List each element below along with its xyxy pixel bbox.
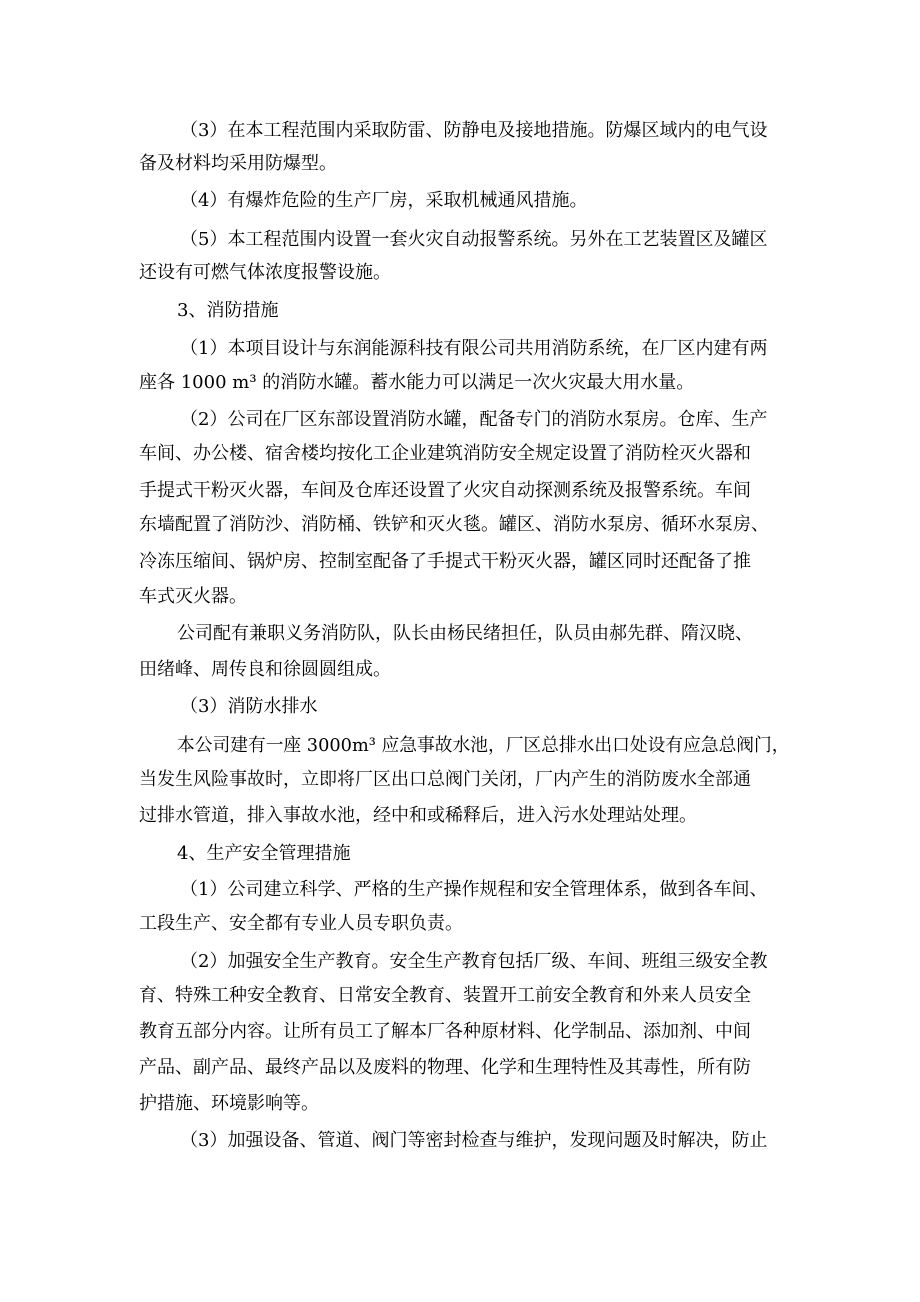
text-line: 护措施、环境影响等。 bbox=[139, 1093, 319, 1114]
text-line: 车间、办公楼、宿舍楼均按化工企业建筑消防安全规定设置了消防栓灭火器和 bbox=[139, 443, 751, 464]
text-line: 过排水管道，排入事故水池，经中和或稀释后，进入污水处理站处理。 bbox=[139, 805, 697, 826]
text-line: （4）有爆炸危险的生产厂房，采取机械通风措施。 bbox=[180, 190, 588, 211]
text-line: 工段生产、安全都有专业人员专职负责。 bbox=[139, 913, 463, 934]
text-line: 当发生风险事故时，立即将厂区出口总阀门关闭，厂内产生的消防废水全部通 bbox=[139, 769, 751, 790]
text-line: 东墙配置了消防沙、消防桶、铁铲和灭火毯。罐区、消防水泵房、循环水泵房、 bbox=[139, 514, 769, 535]
text-line: 育、特殊工种安全教育、日常安全教育、装置开工前安全教育和外来人员安全 bbox=[139, 985, 751, 1006]
text-line: （1）公司建立科学、严格的生产操作规程和安全管理体系，做到各车间、 bbox=[180, 879, 768, 900]
text-line: 产品、副产品、最终产品以及废料的物理、化学和生理特性及其毒性，所有防 bbox=[139, 1057, 751, 1078]
text-line: 本公司建有一座 3000m³ 应急事故水池，厂区总排水出口处设有应急总阀门， bbox=[177, 735, 790, 756]
text-line: （3）加强设备、管道、阀门等密封检查与维护，发现问题及时解决，防止 bbox=[180, 1130, 768, 1151]
text-line: 公司配有兼职义务消防队，队长由杨民绪担任，队员由郝先群、隋汉晓、 bbox=[177, 623, 753, 644]
text-line: 车式灭火器。 bbox=[139, 586, 247, 607]
text-line: 冷冻压缩间、锅炉房、控制室配备了手提式干粉灭火器，罐区同时还配备了推 bbox=[139, 551, 751, 572]
text-line: 还设有可燃气体浓度报警设施。 bbox=[139, 262, 391, 283]
text-line: （3）在本工程范围内采取防雷、防静电及接地措施。防爆区域内的电气设 bbox=[180, 120, 768, 141]
subsection-heading: （3）消防水排水 bbox=[180, 696, 318, 717]
section-heading: 4、生产安全管理措施 bbox=[177, 843, 351, 864]
text-line: （5）本工程范围内设置一套火灾自动报警系统。另外在工艺装置区及罐区 bbox=[180, 229, 768, 250]
text-line: 手提式干粉灭火器，车间及仓库还设置了火灾自动探测系统及报警系统。车间 bbox=[139, 480, 751, 501]
text-line: 座各 1000 m³ 的消防水罐。蓄水能力可以满足一次火灾最大用水量。 bbox=[139, 372, 695, 393]
text-line: （2）加强安全生产教育。安全生产教育包括厂级、车间、班组三级安全教 bbox=[180, 951, 768, 972]
text-line: （2）公司在厂区东部设置消防水罐，配备专门的消防水泵房。仓库、生产 bbox=[180, 409, 768, 430]
section-heading: 3、消防措施 bbox=[177, 300, 279, 321]
text-line: 备及材料均采用防爆型。 bbox=[139, 153, 337, 174]
text-line: 教育五部分内容。让所有员工了解本厂各种原材料、化学制品、添加剂、中间 bbox=[139, 1021, 751, 1042]
text-line: （1）本项目设计与东润能源科技有限公司共用消防系统，在厂区内建有两 bbox=[180, 338, 768, 359]
text-line: 田绪峰、周传良和徐圆圆组成。 bbox=[139, 659, 391, 680]
